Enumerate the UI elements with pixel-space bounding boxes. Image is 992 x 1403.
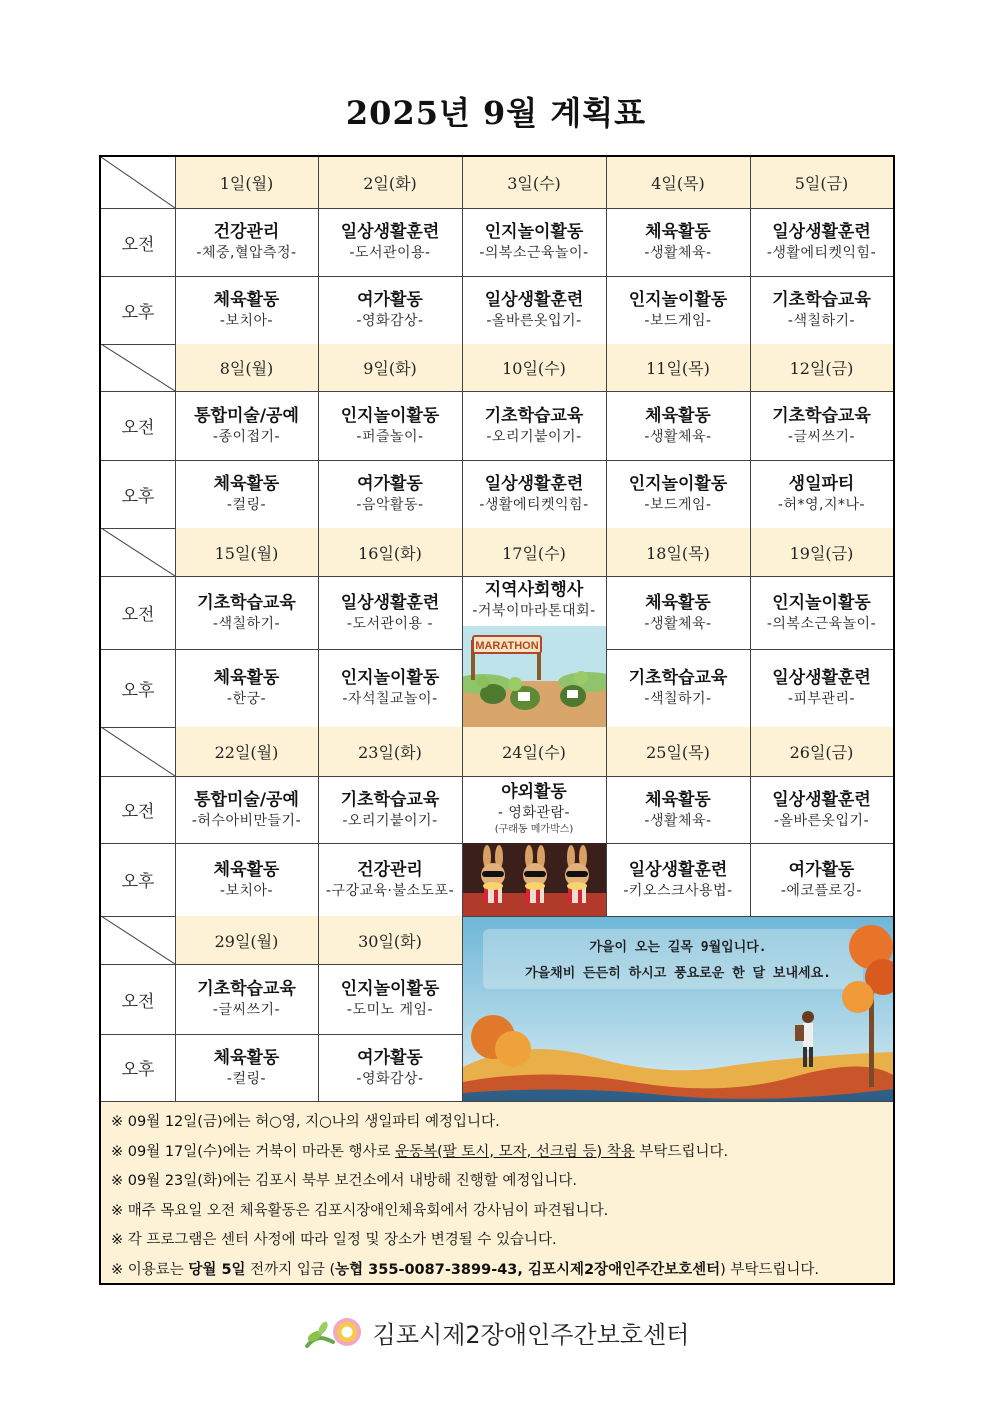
activity-detail: -구강교육·불소도포-	[325, 882, 455, 899]
day-header	[318, 344, 462, 391]
day-label: 23일(화)	[358, 743, 422, 762]
schedule-table	[99, 155, 895, 1285]
note-text: ※ 이용료는	[111, 1261, 189, 1278]
activity-detail: -거북이마라톤대회-	[472, 603, 596, 619]
corner-diagonal	[101, 916, 175, 964]
activity-cell	[175, 776, 318, 843]
activity-detail: -허수아비만들기-	[191, 812, 302, 829]
day-label: 30일(화)	[358, 931, 422, 951]
activity-detail: -종이접기-	[212, 428, 281, 445]
grid-line	[606, 528, 607, 727]
grid-line	[101, 776, 893, 777]
day-header	[318, 528, 462, 576]
activity-title: 체육활동	[213, 290, 280, 310]
activity-detail: -오리기붙이기-	[342, 812, 438, 829]
grid-line	[175, 727, 176, 916]
activity-title: 인지놀이활동	[484, 222, 584, 242]
activity-cell	[318, 964, 462, 1034]
activity-cell	[462, 776, 606, 842]
activity-detail: -의복소근육놀이-	[766, 615, 877, 632]
grid-line	[606, 727, 607, 916]
grid-line	[101, 276, 893, 277]
activity-title: 일상생활훈련	[484, 474, 584, 494]
activity-title: 일상생활훈련	[628, 859, 728, 880]
activity-detail: -생활체육-	[644, 245, 712, 261]
day-header	[606, 157, 750, 208]
slot-label-pm	[101, 460, 175, 528]
slot-pm-text: 오후	[121, 302, 155, 323]
activity-detail: -도미노 게임-	[346, 1002, 434, 1018]
activity-cell	[462, 576, 606, 624]
grid-line	[318, 157, 319, 344]
day-header	[175, 916, 318, 964]
activity-detail: -오리기붙이기-	[486, 428, 582, 445]
day-header	[175, 344, 318, 391]
slot-label-pm	[101, 649, 175, 727]
activity-title: 인지놀이활동	[340, 979, 440, 999]
grid-line	[750, 344, 751, 528]
activity-detail: -허*영,지*나-	[777, 497, 866, 513]
slot-pm-text: 오후	[121, 680, 155, 701]
day-header	[606, 528, 750, 576]
day-label: 4일(목)	[651, 174, 705, 193]
activity-detail: -보드게임-	[644, 497, 712, 513]
activity-detail: -자석칠교놀이-	[342, 691, 438, 707]
slot-label-am	[101, 964, 175, 1034]
note-text: 당월 5일	[188, 1261, 246, 1278]
grid-line	[101, 964, 462, 965]
grid-line	[750, 528, 751, 727]
day-label: 2일(화)	[363, 174, 417, 193]
center-name: 김포시제2장애인주간보호센터	[372, 1320, 690, 1349]
activity-cell	[462, 276, 606, 344]
activity-detail: -컬링-	[226, 1070, 267, 1087]
activity-cell	[606, 776, 750, 843]
activity-cell	[175, 576, 318, 649]
activity-cell	[318, 460, 462, 528]
note-line	[111, 1167, 893, 1197]
activity-detail: -보치아-	[219, 313, 274, 329]
slot-label-pm	[101, 1034, 175, 1101]
activity-detail: -퍼즐놀이-	[356, 428, 424, 445]
activity-detail: -글씨쓰기-	[212, 1002, 281, 1018]
day-header	[750, 528, 893, 576]
activity-title: 여가활동	[357, 474, 423, 494]
activity-cell	[606, 649, 750, 727]
slot-am-text: 오전	[121, 991, 155, 1012]
grid-line	[318, 727, 319, 916]
activity-cell	[750, 391, 893, 460]
slot-pm-text: 오후	[121, 486, 155, 507]
autumn-line-2: 가을채비 든든히 하시고 풍요로운 한 달 보내세요.	[525, 966, 831, 981]
activity-title: 일상생활훈련	[772, 668, 871, 688]
activity-title: 일상생활훈련	[484, 290, 584, 310]
activity-detail: -키오스크사용법-	[623, 882, 733, 899]
slot-pm-text: 오후	[121, 1060, 155, 1080]
day-header	[318, 916, 462, 964]
activity-cell	[318, 208, 462, 276]
activity-title: 여가활동	[357, 290, 423, 310]
activity-detail: - 영화관람-	[497, 805, 571, 821]
activity-title: 건강관리	[357, 859, 423, 880]
day-header	[175, 157, 318, 208]
activity-cell	[606, 276, 750, 344]
autumn-greeting-image	[463, 917, 893, 1101]
activity-title: 기초학습교육	[772, 290, 871, 310]
grid-line	[175, 157, 176, 344]
day-label: 9일(화)	[363, 359, 417, 378]
activity-cell	[606, 843, 750, 916]
day-label: 15일(월)	[214, 543, 279, 563]
slot-label-am	[101, 208, 175, 276]
activity-title: 건강관리	[213, 222, 280, 242]
activity-detail: -올바른옷입기-	[486, 313, 582, 329]
day-header	[462, 344, 606, 391]
day-header	[750, 727, 893, 776]
day-label: 26일(금)	[789, 743, 854, 762]
activity-detail: -음악활동-	[356, 497, 424, 513]
activity-detail: -올바른옷입기-	[773, 812, 870, 829]
grid-line	[318, 344, 319, 528]
day-header	[750, 344, 893, 391]
activity-cell	[750, 649, 893, 727]
autumn-line-1: 가을이 오는 길목 9월입니다.	[589, 940, 767, 955]
slot-pm-text: 오후	[121, 872, 155, 892]
activity-cell	[750, 276, 893, 344]
activity-detail: -생활에티켓익힘-	[766, 245, 877, 261]
corner-diagonal	[101, 344, 175, 391]
activity-detail: -한궁-	[226, 691, 267, 707]
corner-diagonal	[101, 528, 175, 576]
day-label: 22일(월)	[214, 743, 279, 762]
activity-cell	[750, 776, 893, 843]
slot-label-am	[101, 776, 175, 843]
grid-line	[101, 576, 893, 577]
activity-title: 기초학습교육	[628, 668, 728, 688]
activity-detail: -도서관이용-	[349, 245, 431, 261]
activity-title: 체육활동	[645, 789, 711, 810]
grid-line	[101, 208, 893, 209]
activity-detail: -체중,혈압측정-	[196, 245, 297, 261]
activity-title: 지역사회행사	[484, 580, 584, 600]
activity-cell	[750, 208, 893, 276]
activity-title: 체육활동	[645, 222, 711, 242]
day-header	[606, 344, 750, 391]
grid-line	[175, 344, 176, 528]
grid-line	[175, 916, 176, 1101]
activity-detail: -색칠하기-	[212, 615, 281, 632]
grid-line	[101, 1034, 462, 1035]
activity-title: 일상생활훈련	[340, 592, 440, 613]
footer	[0, 1312, 992, 1352]
activity-cell	[606, 208, 750, 276]
activity-cell	[318, 649, 462, 727]
activity-detail: -영화감상-	[356, 1070, 424, 1087]
activity-detail: -색칠하기-	[644, 691, 712, 707]
activity-cell	[462, 460, 606, 528]
grid-line	[175, 528, 176, 727]
activity-detail: -피부관리-	[787, 691, 856, 707]
activity-detail: -생활체육-	[644, 812, 712, 829]
slot-am-text: 오전	[121, 418, 155, 438]
activity-cell	[318, 843, 462, 916]
day-label: 8일(월)	[219, 359, 274, 378]
activity-title: 인지놀이활동	[340, 668, 440, 688]
activity-title: 인지놀이활동	[340, 405, 440, 426]
day-label: 3일(수)	[507, 174, 561, 193]
grid-line	[606, 157, 607, 344]
day-header	[606, 727, 750, 776]
note-line	[111, 1226, 893, 1256]
activity-title: 기초학습교육	[197, 979, 296, 999]
slot-label-pm	[101, 276, 175, 344]
activity-cell	[318, 391, 462, 460]
activity-title: 생일파티	[788, 474, 855, 494]
day-header	[318, 157, 462, 208]
day-label: 5일(금)	[794, 174, 849, 193]
activity-title: 기초학습교육	[340, 789, 440, 810]
day-label: 29일(월)	[214, 931, 279, 951]
activity-cell	[175, 649, 318, 727]
note-text: 전까지 입금 (	[245, 1261, 336, 1278]
activity-title: 야외활동	[501, 782, 567, 802]
activity-title: 인지놀이활동	[628, 290, 728, 310]
note-line	[111, 1197, 893, 1227]
note-text: ※ 매주 목요일 오전 체육활동은 김포시장애인체육회에서 강사님이 파견됩니다.	[111, 1202, 609, 1219]
slot-label-pm	[101, 843, 175, 916]
note-text: ※ 09월 17일(수)에는 거북이 마라톤 행사로	[111, 1143, 396, 1160]
activity-detail: -의복소근육놀이-	[479, 245, 589, 261]
grid-line	[750, 727, 751, 916]
corner-diagonal	[101, 157, 175, 208]
day-label: 18일(목)	[646, 543, 710, 563]
activity-title: 체육활동	[213, 474, 280, 494]
day-header	[462, 157, 606, 208]
activity-detail: -생활체육-	[644, 615, 712, 632]
marathon-turtle-image	[463, 626, 606, 727]
day-label: 12일(금)	[789, 359, 854, 378]
cinema-rabbits-image	[463, 843, 606, 916]
activity-cell	[175, 964, 318, 1034]
note-line	[111, 1108, 893, 1138]
marathon-banner-text: MARATHON	[475, 640, 539, 652]
day-label: 17일(수)	[502, 543, 566, 563]
activity-location: (구래동 메가박스)	[494, 824, 574, 835]
note-text: 운동복(팔 토시, 모자, 선크림 등) 착용	[395, 1143, 635, 1160]
activity-cell	[175, 460, 318, 528]
page-title: 2025년 9월 계획표	[345, 94, 647, 132]
grid-line	[750, 157, 751, 344]
day-label: 16일(화)	[358, 543, 422, 563]
day-label: 11일(목)	[646, 359, 710, 378]
activity-cell	[175, 276, 318, 344]
activity-detail: -컬링-	[226, 497, 267, 513]
day-label: 10일(수)	[502, 359, 566, 378]
activity-title: 여가활동	[788, 859, 855, 880]
grid-line	[101, 391, 893, 392]
activity-title: 통합미술/공예	[194, 789, 299, 810]
grid-line	[606, 344, 607, 528]
activity-cell	[318, 276, 462, 344]
activity-cell	[175, 208, 318, 276]
activity-detail: -생활에티켓익힘-	[479, 497, 589, 513]
notes-box	[101, 1101, 893, 1283]
grid-line	[462, 344, 463, 528]
activity-cell	[175, 1034, 318, 1101]
activity-cell	[750, 460, 893, 528]
activity-detail: -에코플로깅-	[780, 882, 863, 899]
activity-detail: -보드게임-	[644, 313, 712, 329]
activity-cell	[462, 391, 606, 460]
day-label: 24일(수)	[502, 743, 566, 762]
grid-line	[318, 916, 319, 1101]
activity-cell	[606, 391, 750, 460]
activity-detail: -색칠하기-	[787, 313, 856, 329]
activity-title: 체육활동	[645, 405, 711, 426]
activity-cell	[175, 843, 318, 916]
activity-cell	[606, 460, 750, 528]
grid-line	[462, 157, 463, 344]
note-text: ※ 09월 12일(금)에는 허○영, 지○나의 생일파티 예정입니다.	[111, 1114, 500, 1130]
day-header	[175, 727, 318, 776]
day-header	[750, 157, 893, 208]
activity-title: 체육활동	[213, 1047, 280, 1068]
activity-title: 체육활동	[213, 859, 280, 880]
activity-cell	[318, 1034, 462, 1101]
activity-cell	[318, 576, 462, 649]
activity-title: 일상생활훈련	[772, 789, 871, 810]
activity-title: 인지놀이활동	[772, 592, 871, 613]
activity-title: 체육활동	[645, 592, 711, 613]
activity-detail: -영화감상-	[356, 313, 424, 329]
note-text: ) 부탁드립니다.	[720, 1261, 820, 1278]
activity-title: 일상생활훈련	[772, 222, 871, 242]
activity-cell	[606, 576, 750, 649]
day-header	[462, 528, 606, 576]
activity-detail: -보치아-	[219, 882, 274, 899]
activity-title: 인지놀이활동	[628, 474, 728, 494]
activity-cell	[318, 776, 462, 843]
activity-detail: -도서관이용 -	[346, 615, 434, 632]
grid-line	[101, 649, 462, 650]
activity-title: 여가활동	[357, 1047, 423, 1068]
activity-title: 기초학습교육	[772, 405, 871, 426]
day-label: 19일(금)	[789, 543, 854, 563]
activity-cell	[462, 208, 606, 276]
note-text: 농협 355-0087-3899-43, 김포시제2장애인주간보호센터	[335, 1261, 721, 1278]
day-header	[462, 727, 606, 776]
slot-am-text: 오전	[121, 802, 155, 822]
grid-line	[101, 843, 462, 844]
grid-line	[101, 460, 893, 461]
day-header	[318, 727, 462, 776]
slot-am-text: 오전	[121, 234, 155, 255]
activity-title: 기초학습교육	[484, 405, 584, 426]
day-header	[175, 528, 318, 576]
corner-diagonal	[101, 727, 175, 776]
day-label: 1일(월)	[219, 174, 274, 193]
grid-line	[318, 528, 319, 727]
note-text: ※ 각 프로그램은 센터 사정에 따라 일정 및 장소가 변경될 수 있습니다.	[111, 1232, 557, 1248]
activity-cell	[175, 391, 318, 460]
activity-cell	[750, 576, 893, 649]
activity-detail: -생활체육-	[644, 428, 712, 445]
activity-title: 일상생활훈련	[340, 222, 440, 242]
note-text: 부탁드립니다.	[634, 1143, 729, 1160]
activity-title: 통합미술/공예	[194, 405, 299, 426]
note-line	[111, 1256, 893, 1286]
activity-title: 기초학습교육	[197, 592, 296, 613]
activity-cell	[750, 843, 893, 916]
note-text: ※ 09월 23일(화)에는 김포시 북부 보건소에서 내방해 진행할 예정입니다.	[111, 1173, 578, 1189]
activity-title: 체육활동	[213, 668, 280, 688]
activity-detail: -글씨쓰기-	[787, 428, 856, 445]
slot-label-am	[101, 391, 175, 460]
day-label: 25일(목)	[646, 743, 710, 762]
slot-label-am	[101, 576, 175, 649]
flower-logo-icon	[303, 1312, 365, 1352]
slot-am-text: 오전	[121, 605, 155, 625]
note-line	[111, 1138, 893, 1168]
